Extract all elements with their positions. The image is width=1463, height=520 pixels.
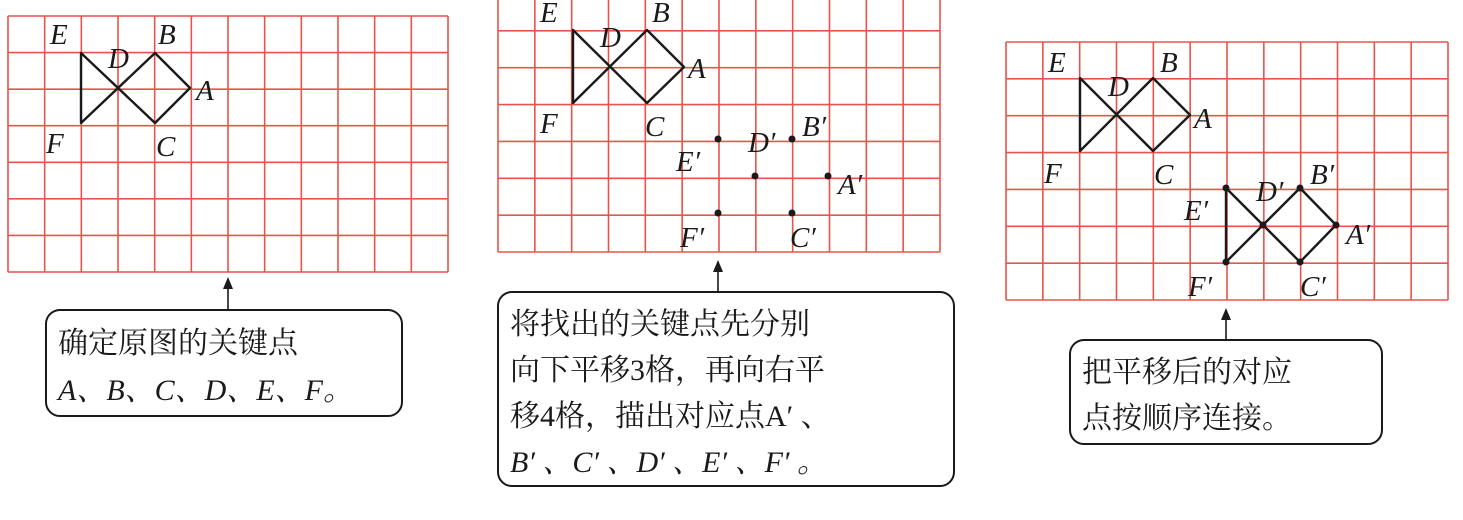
arrow-head-3: [1221, 308, 1231, 320]
caption-2-line-4: B′ 、C′ 、D′ 、E′ 、F′ 。: [510, 446, 827, 479]
label-a-prime: A′: [1346, 219, 1371, 251]
caption-2-line-2: 向下平移3格，再向右平: [510, 354, 825, 387]
panel-1: [8, 16, 448, 416]
point-c-prime: [1297, 259, 1304, 266]
label-a: A: [688, 53, 706, 85]
label-b: B: [158, 19, 176, 51]
label-b-prime: B′: [802, 111, 827, 143]
point-b-prime: [1297, 185, 1304, 192]
point-d-prime: [1260, 222, 1267, 229]
original-shape-3: [1080, 78, 1190, 151]
caption-1-line-2: A、B、C、D、E、F。: [58, 374, 353, 407]
label-d-prime: D′: [1256, 176, 1284, 208]
label-c: C: [645, 111, 665, 143]
point-f-prime: [1223, 259, 1230, 266]
label-d-prime: D′: [748, 127, 776, 159]
caption-3-line-2: 点按顺序连接。: [1082, 402, 1292, 435]
arrow-head-2: [713, 260, 723, 272]
label-b: B: [1160, 47, 1178, 79]
caption-2-line-3: 移4格，描出对应点A′ 、: [510, 400, 831, 433]
label-d: D: [600, 22, 621, 54]
caption-3-line-1: 把平移后的对应: [1082, 356, 1292, 389]
label-f: F: [540, 108, 558, 140]
label-e: E: [540, 0, 558, 29]
point-b-prime: [789, 136, 796, 143]
caption-1-line-1: 确定原图的关键点: [58, 327, 298, 360]
point-a-prime: [1333, 222, 1340, 229]
label-c-prime: C′: [790, 222, 816, 254]
label-c: C: [1154, 159, 1174, 191]
grid-1: [8, 16, 448, 272]
label-c: C: [156, 131, 176, 163]
label-e-prime: E′: [1184, 195, 1209, 227]
point-a-prime: [825, 173, 832, 180]
label-b: B: [652, 0, 670, 29]
point-d-prime: [752, 173, 759, 180]
label-f: F: [46, 128, 64, 160]
label-a: A: [1194, 103, 1212, 135]
label-e: E: [50, 19, 68, 51]
label-d: D: [108, 43, 129, 75]
label-a: A: [196, 75, 214, 107]
label-f: F: [1044, 158, 1062, 190]
label-c-prime: C′: [1300, 271, 1326, 303]
original-shape-2: [573, 30, 684, 103]
panel-2: [498, 0, 954, 486]
label-b-prime: B′: [1310, 159, 1335, 191]
point-c-prime: [789, 210, 796, 217]
label-e-prime: E′: [676, 146, 701, 178]
label-d: D: [1108, 71, 1129, 103]
arrow-head-1: [223, 277, 233, 289]
caption-2-line-1: 将找出的关键点先分别: [510, 308, 810, 341]
original-shape-1: [81, 53, 190, 123]
label-a-prime: A′: [838, 169, 863, 201]
point-e-prime: [715, 136, 722, 143]
label-e: E: [1048, 47, 1066, 79]
point-e-prime: [1223, 185, 1230, 192]
label-f-prime: F′: [1188, 271, 1213, 303]
point-f-prime: [715, 210, 722, 217]
panel-3: [1006, 42, 1448, 444]
label-f-prime: F′: [680, 222, 705, 254]
